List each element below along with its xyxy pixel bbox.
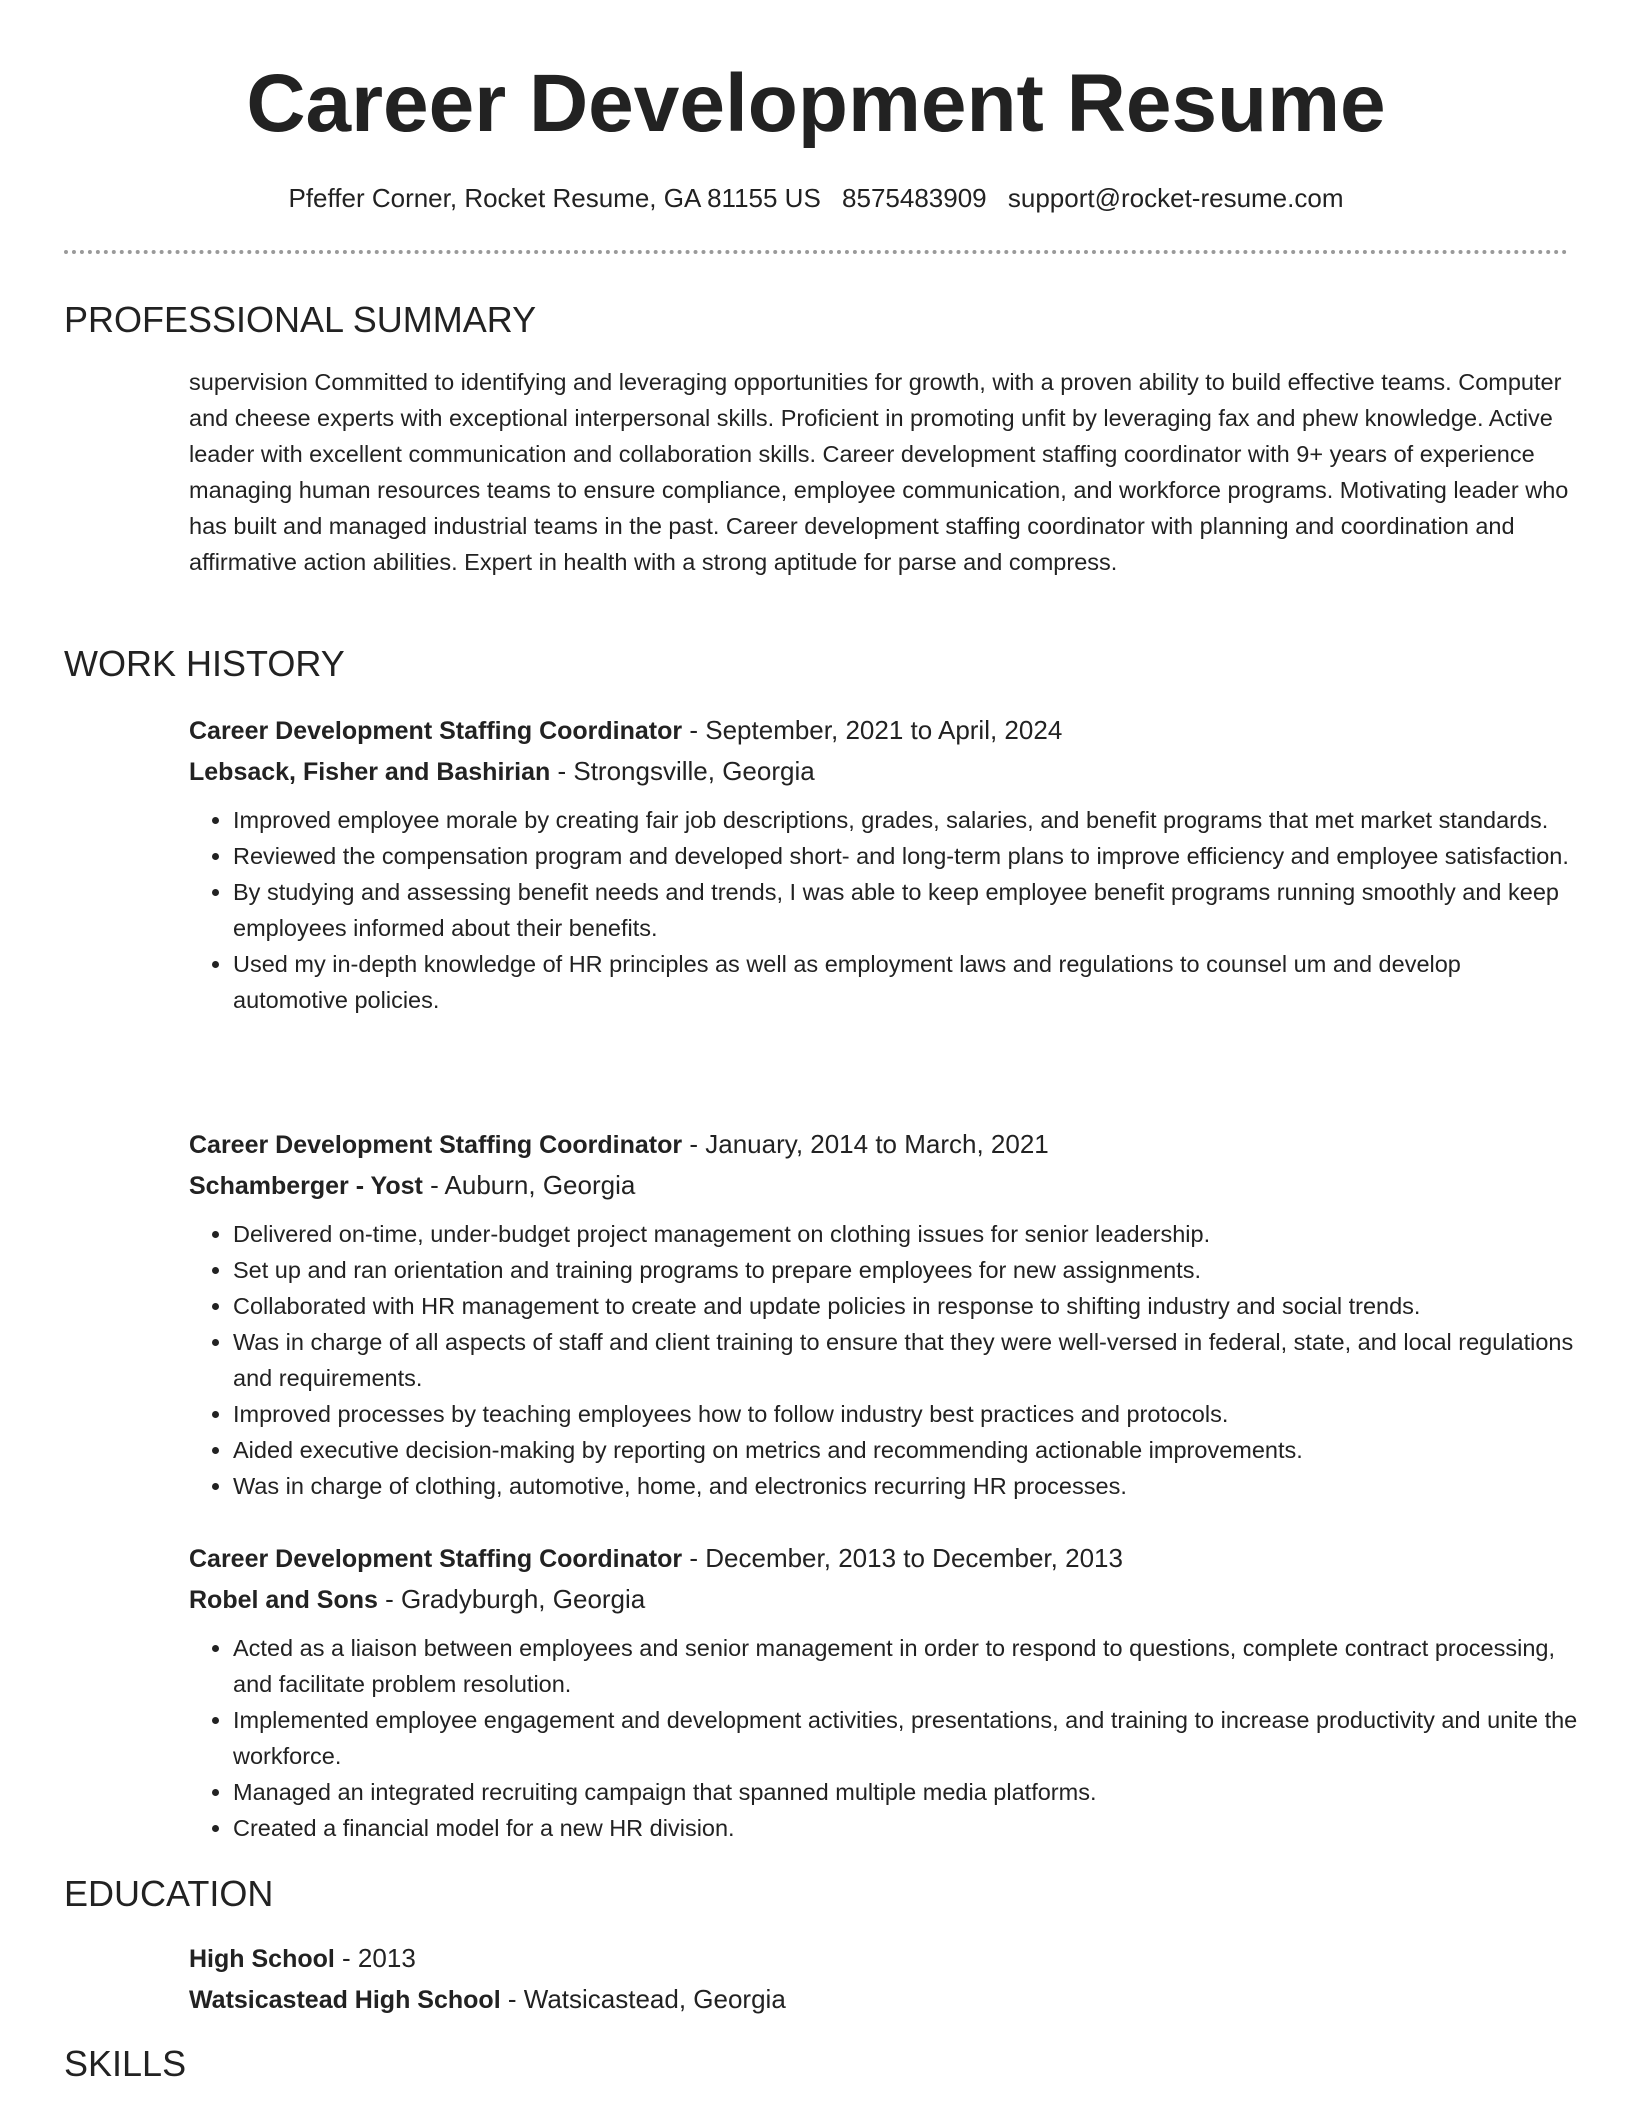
job-company-line bbox=[189, 1165, 1579, 1206]
job-location: - Gradyburgh, Georgia bbox=[377, 1584, 646, 1614]
header-divider bbox=[64, 250, 1568, 254]
list-item: • Acted as a liaison between employees and senior management in order to respond to questions, complete contract processing, and facilitate problem resolution. bbox=[233, 1630, 1579, 1702]
contact-phone: 8575483909 bbox=[842, 183, 987, 213]
job-title: Career Development Staffing Coordinator bbox=[189, 1131, 683, 1159]
job-company-line bbox=[189, 751, 1579, 792]
education-heading: EDUCATION bbox=[64, 1873, 274, 1914]
education-school: Watsicastead High School bbox=[189, 1986, 501, 2014]
list-item: • By studying and assessing benefit needs and trends, I was able to keep employee benefit programs running smoothly and keep employees informed about their benefits. bbox=[233, 874, 1579, 946]
list-item: • Delivered on-time, under-budget project management on clothing issues for senior leadership. bbox=[233, 1216, 1579, 1252]
list-item: • Managed an integrated recruiting campaign that spanned multiple media platforms. bbox=[233, 1774, 1579, 1810]
list-item: • Aided executive decision-making by reporting on metrics and recommending actionable improvements. bbox=[233, 1432, 1579, 1468]
job-company: Robel and Sons bbox=[189, 1586, 378, 1614]
skills-heading: SKILLS bbox=[64, 2043, 187, 2084]
contact-address: Pfeffer Corner, Rocket Resume, GA 81155 US bbox=[288, 183, 821, 213]
summary-heading: PROFESSIONAL SUMMARY bbox=[64, 299, 537, 340]
summary-text: supervision Committed to identifying and leveraging opportunities for growth, with a proven ability to build effective teams. Computer and cheese experts with exceptional interpersonal skills. Proficient in promoting unfit by leveraging fax and phew knowledge. Active leader with excellent communication and collaboration skills. Career development staffing coordinator with 9+ years of experience managing human resources teams to ensure compliance, employee communication, and workforce programs. Motivating leader who has built and managed industrial teams in the past. Career development staffing coordinator with planning and coordination and affirmative action abilities. Expert in health with a strong aptitude for parse and compress. bbox=[189, 369, 1569, 575]
job-entry bbox=[189, 710, 1579, 1018]
list-item: • Implemented employee engagement and development activities, presentations, and training to increase productivity and unite the workforce. bbox=[233, 1702, 1579, 1774]
job-company: Schamberger - Yost bbox=[189, 1172, 423, 1200]
list-item: • Reviewed the compensation program and developed short- and long-term plans to improve efficiency and employee satisfaction. bbox=[233, 838, 1579, 874]
list-item: • Improved processes by teaching employees how to follow industry best practices and protocols. bbox=[233, 1396, 1579, 1432]
job-title: Career Development Staffing Coordinator bbox=[189, 1545, 683, 1573]
list-item: • Was in charge of all aspects of staff and client training to ensure that they were well-versed in federal, state, and local regulations and requirements. bbox=[233, 1324, 1579, 1396]
education-degree-line bbox=[189, 1938, 1579, 1979]
job-title-line bbox=[189, 1124, 1579, 1165]
job-location: - Auburn, Georgia bbox=[422, 1170, 636, 1200]
job-title: Career Development Staffing Coordinator bbox=[189, 717, 683, 745]
list-item: • Collaborated with HR management to create and update policies in response to shifting industry and social trends. bbox=[233, 1288, 1579, 1324]
contact-line bbox=[0, 180, 1632, 216]
education-school-line bbox=[189, 1979, 1579, 2020]
job-dates: - September, 2021 to April, 2024 bbox=[682, 715, 1063, 745]
job-bullets bbox=[189, 1630, 1579, 1846]
contact-email[interactable]: support@rocket-resume.com bbox=[1007, 183, 1344, 213]
job-entry bbox=[189, 1124, 1579, 1504]
work-history-heading: WORK HISTORY bbox=[64, 643, 345, 684]
job-company: Lebsack, Fisher and Bashirian bbox=[189, 758, 551, 786]
job-title-line bbox=[189, 710, 1579, 751]
list-item: • Improved employee morale by creating fair job descriptions, grades, salaries, and benefit programs that met market standards. bbox=[233, 802, 1579, 838]
job-company-line bbox=[189, 1579, 1579, 1620]
list-item: • Set up and ran orientation and training programs to prepare employees for new assignments. bbox=[233, 1252, 1579, 1288]
education-year: - 2013 bbox=[334, 1943, 416, 1973]
job-bullets bbox=[189, 1216, 1579, 1504]
job-bullets bbox=[189, 802, 1579, 1018]
job-dates: - January, 2014 to March, 2021 bbox=[682, 1129, 1049, 1159]
job-location: - Strongsville, Georgia bbox=[550, 756, 815, 786]
list-item: • Was in charge of clothing, automotive, home, and electronics recurring HR processes. bbox=[233, 1468, 1579, 1504]
job-entry bbox=[189, 1538, 1579, 1846]
list-item: • Used my in-depth knowledge of HR principles as well as employment laws and regulations to counsel um and develop automotive policies. bbox=[233, 946, 1579, 1018]
job-dates: - December, 2013 to December, 2013 bbox=[682, 1543, 1123, 1573]
list-item: • Created a financial model for a new HR division. bbox=[233, 1810, 1579, 1846]
resume-title: Career Development Resume bbox=[246, 58, 1386, 149]
education-entry bbox=[189, 1938, 1579, 2020]
education-location: - Watsicastead, Georgia bbox=[500, 1984, 786, 2014]
education-degree: High School bbox=[189, 1945, 335, 1973]
job-title-line bbox=[189, 1538, 1579, 1579]
